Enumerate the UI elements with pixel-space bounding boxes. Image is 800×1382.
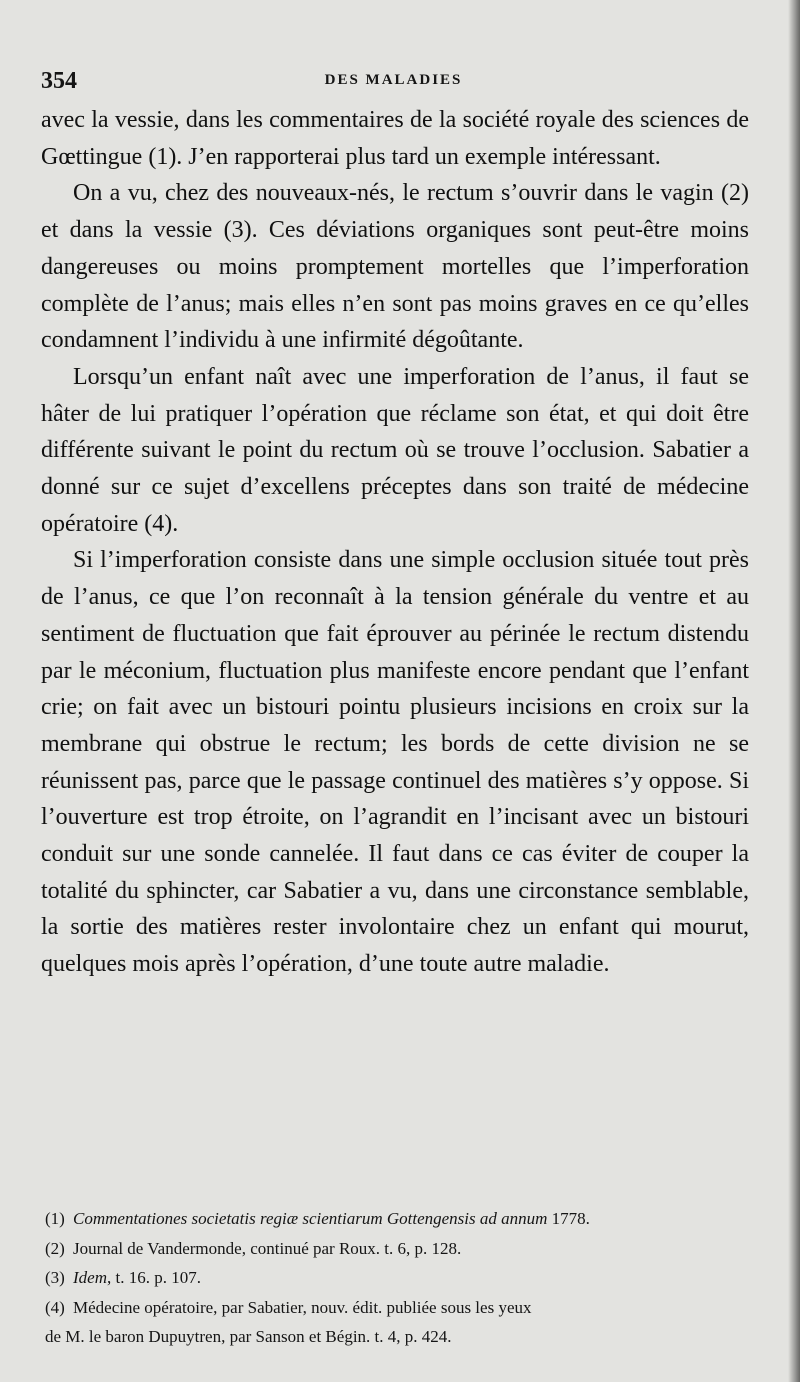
footnote-mark: (2) xyxy=(45,1238,65,1258)
footnote-mark: (3) xyxy=(45,1268,65,1287)
running-head: DES MALADIES xyxy=(324,72,463,88)
footnote-text: Médecine opératoire, par Sabatier, nouv. édit. publiée sous les yeux xyxy=(73,1297,532,1317)
footnote-text: Journal de Vandermonde, continué par Roux. t. 6, p. 128. xyxy=(73,1238,462,1258)
footnote-text: , t. 16. p. 107. xyxy=(106,1268,201,1287)
footnote-2 xyxy=(45,1234,753,1264)
paragraph-2: On a vu, chez des nouveaux-nés, le rectum s’ouvrir dans le vagin (2) et dans la vessie (3). Ces déviations organiques sont peut-être moins dangereuses ou moins promptement mortelles que l’imperforation complète de l’anus; mais elles n’en sont pas moins graves en ce qu’elles condamnent l’individu à une infirmité dégoûtante. xyxy=(41,180,749,354)
paragraph-1: avec la vessie, dans les commentaires de la société royale des sciences de Gœttingue (1). J’en rapporterai plus tard un exemple intéressant. xyxy=(41,107,749,170)
footnote-text: de M. le baron Dupuytren, par Sanson et Bégin. t. 4, p. 424. xyxy=(45,1327,452,1346)
footnote-3 xyxy=(45,1263,753,1293)
body-text xyxy=(41,102,749,983)
footnote-1 xyxy=(45,1204,753,1234)
footnote-mark: (4) xyxy=(45,1297,65,1317)
paragraph-4: Si l’imperforation consiste dans une simple occlusion située tout près de l’anus, ce que l’on reconnaît à la tension générale du ventre et au sentiment de fluctuation que fait éprouver au périnée le rectum distendu par le méconium, fluctuation plus manifeste encore pendant que l’enfant crie; on fait avec un bistouri pointu plusieurs incisions en croix sur la membrane qui obstrue le rectum; les bords de cette division ne se réunissent pas, parce que le passage continuel des matières s’y oppose. Si l’ouverture est trop étroite, on l’agrandit en l’incisant avec un bistouri conduit sur une sonde cannelée. Il faut dans ce cas éviter de couper la totalité du sphincter, car Sabatier a vu, dans une circonstance semblable, la sortie des matières rester involontaire chez un enfant qui mourut, quelques mois après l’opération, d’une toute autre maladie. xyxy=(41,547,749,978)
footnote-4-continued xyxy=(45,1322,753,1352)
footnotes xyxy=(45,1204,753,1352)
page-header xyxy=(41,68,746,94)
paragraph-3: Lorsqu’un enfant naît avec une imperforation de l’anus, il faut se hâter de lui pratiquer l’opération que réclame son état, et qui doit être différente suivant le point du rectum où se trouve l’occlusion. Sabatier a donné sur ce sujet d’excellens préceptes dans son traité de médecine opératoire (4). xyxy=(41,363,749,537)
footnote-text: 1778. xyxy=(547,1209,590,1228)
footnote-mark: (1) xyxy=(45,1209,65,1228)
footnote-italic-text: Commentationes societatis regiæ scientiarum Gottengensis ad annum xyxy=(73,1209,548,1228)
footnote-4 xyxy=(45,1293,753,1323)
footnote-italic-text: Idem xyxy=(73,1268,107,1287)
page-number: 354 xyxy=(41,68,77,94)
page-edge-shadow xyxy=(788,0,800,1382)
